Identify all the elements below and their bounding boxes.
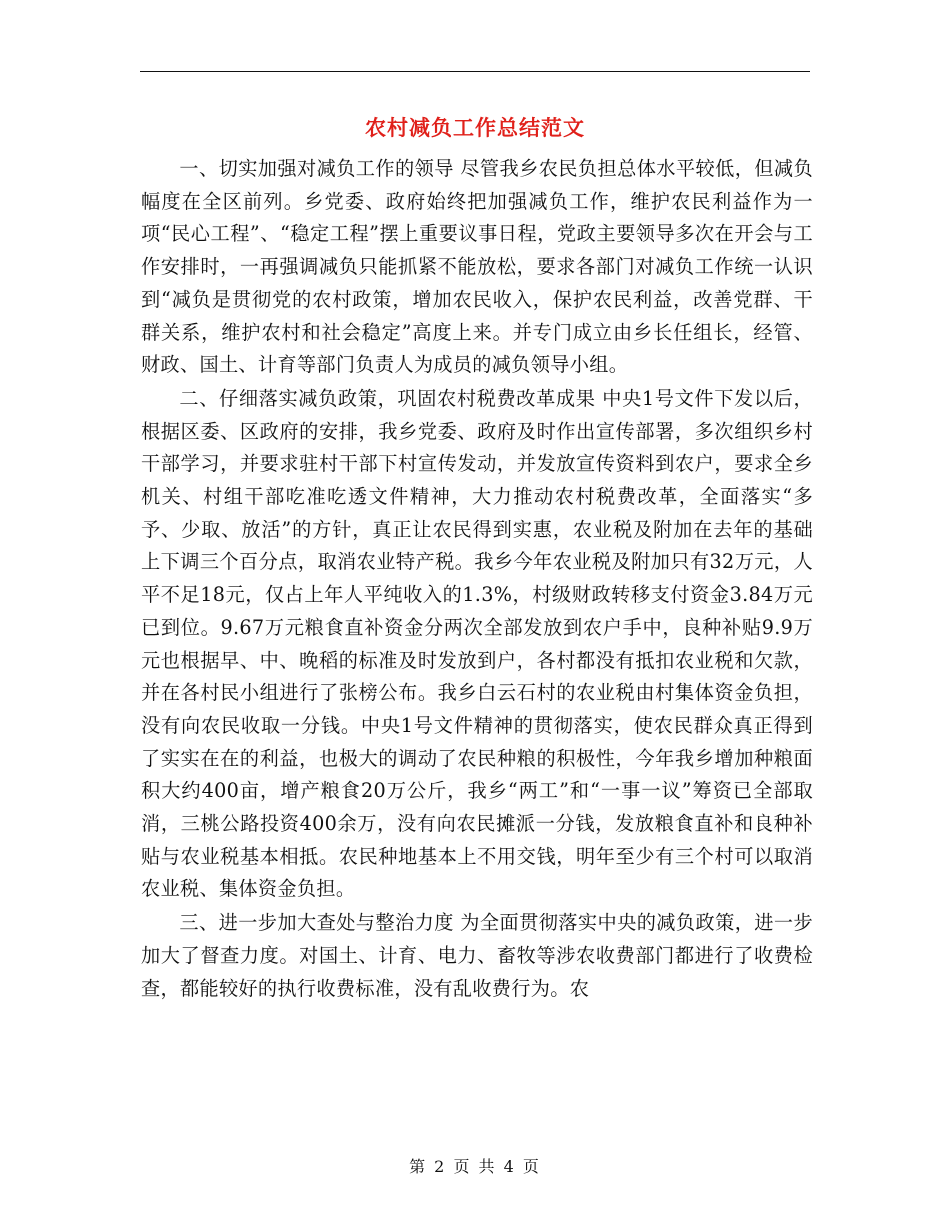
paragraph-2: 二、仔细落实减负政策，巩固农村税费改革成果 中央1号文件下发以后，根据区委、区政府的安排，我乡党委、政府及时作出宣传部署，多次组织乡村干部学习，并要求驻村干部下村宣传发动，并发放宣传资料到农户，要求全乡机关、村组干部吃准吃透文件精神，大力推动农村税费改革，全面落实“多予、少取、放活”的方针，真正让农民得到实惠，农业税及附加在去年的基础上下调三个百分点，取消农业特产税。我乡今年农业税及附加只有32万元，人平不足18元，仅占上年人平纯收入的1.3%，村级财政转移支付资金3.84万元已到位。9.67万元粮食直补资金分两次全部发放到农户手中，良种补贴9.9万元也根据早、中、晚稻的标准及时发放到户，各村都没有抵扣农业税和欠款，并在各村民小组进行了张榜公布。我乡白云石村的农业税由村集体资金负担，没有向农民收取一分钱。中央1号文件精神的贯彻落实，使农民群众真正得到了实实在在的利益，也极大的调动了农民种粮的积极性，今年我乡增加种粮面积大约400亩，增产粮食20万公斤，我乡“两工”和“一事一议”筹资已全部取消，三桃公路投资400余万，没有向农民摊派一分钱，发放粮食直补和良种补贴与农业税基本相抵。农民种地基本上不用交钱，明年至少有三个村可以取消农业税、集体资金负担。 <box>141 386 813 901</box>
document-body <box>141 153 813 1005</box>
document-title: 农村减负工作总结范文 <box>365 115 585 140</box>
page-number-footer: 第 2 页 共 4 页 <box>409 1157 541 1176</box>
header-rule <box>140 71 810 72</box>
paragraph-1: 一、切实加强对减负工作的领导 尽管我乡农民负担总体水平较低，但减负幅度在全区前列。乡党委、政府始终把加强减负工作，维护农民利益作为一项“民心工程”、“稳定工程”摆上重要议事日程，党政主要领导多次在开会与工作安排时，一再强调减负只能抓紧不能放松，要求各部门对减负工作统一认识到“减负是贯彻党的农村政策，增加农民收入，保护农民利益，改善党群、干群关系，维护农村和社会稳定”高度上来。并专门成立由乡长任组长，经管、财政、国土、计育等部门负责人为成员的减负领导小组。 <box>141 157 813 377</box>
paragraph-3: 三、进一步加大查处与整治力度 为全面贯彻落实中央的减负政策，进一步加大了督查力度。对国土、计育、电力、畜牧等涉农收费部门都进行了收费检查，都能较好的执行收费标准，没有乱收费行为。农 <box>141 911 813 1000</box>
